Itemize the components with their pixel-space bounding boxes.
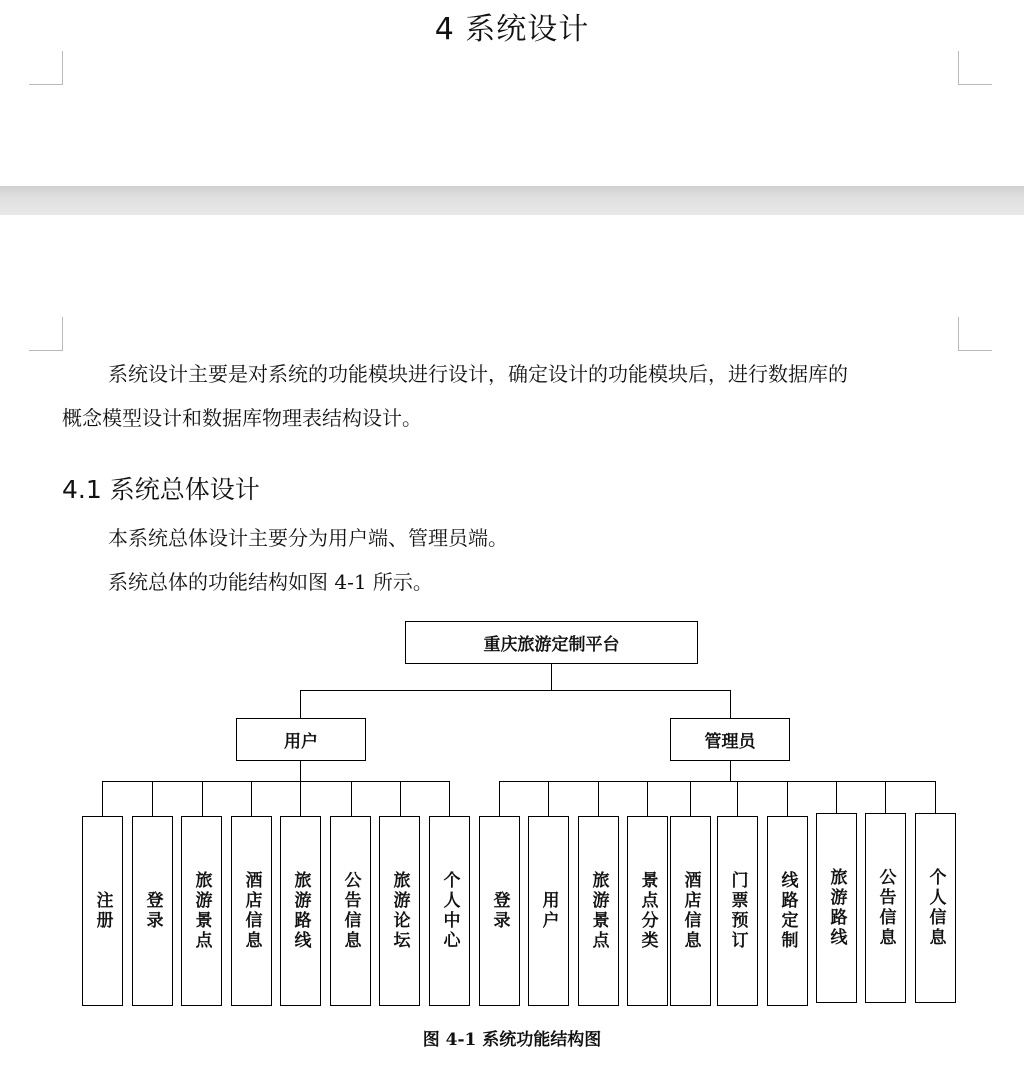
- section-heading: 4.1 系统总体设计: [62, 475, 260, 504]
- admin-module-users: 用户: [528, 816, 569, 1006]
- page-corner-mark: [29, 51, 63, 85]
- page-corner-mark: [958, 317, 992, 351]
- connector-line: [737, 781, 738, 816]
- connector-line: [102, 781, 450, 782]
- user-module-announcements: 公告信息: [330, 816, 371, 1006]
- connector-line: [102, 781, 103, 816]
- connector-line: [499, 781, 936, 782]
- admin-node: 管理员: [670, 718, 790, 761]
- connector-line: [935, 781, 936, 813]
- user-module-register: 注册: [82, 816, 123, 1006]
- user-module-login: 登录: [132, 816, 173, 1006]
- admin-module-ticket-booking: 门票预订: [717, 816, 758, 1006]
- admin-module-personal-info: 个人信息: [915, 813, 956, 1003]
- user-module-forum: 旅游论坛: [379, 816, 420, 1006]
- connector-line: [449, 781, 450, 816]
- admin-module-hotel-info: 酒店信息: [670, 816, 711, 1006]
- connector-line: [351, 781, 352, 816]
- page-separator: [0, 186, 1024, 215]
- admin-module-route-customization: 线路定制: [767, 816, 808, 1006]
- admin-module-announcements: 公告信息: [865, 813, 906, 1003]
- connector-line: [499, 781, 500, 816]
- connector-line: [647, 781, 648, 816]
- connector-line: [202, 781, 203, 816]
- connector-line: [251, 781, 252, 816]
- user-module-personal-center: 个人中心: [429, 816, 470, 1006]
- admin-module-scenic-spots: 旅游景点: [578, 816, 619, 1006]
- connector-line: [730, 761, 731, 782]
- connector-line: [787, 781, 788, 816]
- connector-line: [836, 781, 837, 813]
- root-node: 重庆旅游定制平台: [405, 621, 698, 664]
- admin-module-login: 登录: [479, 816, 520, 1006]
- page-corner-mark: [958, 51, 992, 85]
- section-paragraph-2: 系统总体的功能结构如图 4-1 所示。: [108, 570, 433, 594]
- connector-line: [300, 690, 301, 718]
- connector-line: [730, 690, 731, 718]
- intro-line-1: 系统设计主要是对系统的功能模块进行设计，确定设计的功能模块后，进行数据库的: [108, 362, 848, 386]
- user-node: 用户: [236, 718, 366, 761]
- connector-line: [690, 781, 691, 816]
- connector-line: [400, 781, 401, 816]
- user-module-hotel-info: 酒店信息: [231, 816, 272, 1006]
- user-module-scenic-spots: 旅游景点: [181, 816, 222, 1006]
- connector-line: [548, 781, 549, 816]
- chapter-title: 4 系统设计: [434, 12, 590, 47]
- connector-line: [551, 664, 552, 691]
- admin-module-spot-categories: 景点分类: [627, 816, 668, 1006]
- connector-line: [885, 781, 886, 813]
- connector-line: [598, 781, 599, 816]
- connector-line: [152, 781, 153, 816]
- intro-line-2: 概念模型设计和数据库物理表结构设计。: [62, 406, 422, 430]
- section-paragraph-1: 本系统总体设计主要分为用户端、管理员端。: [108, 526, 508, 550]
- connector-line: [300, 690, 731, 691]
- page-corner-mark: [29, 317, 63, 351]
- connector-line: [300, 781, 301, 816]
- connector-line: [300, 761, 301, 782]
- user-module-travel-routes: 旅游路线: [280, 816, 321, 1006]
- figure-caption: 图 4-1 系统功能结构图: [422, 1030, 602, 1050]
- admin-module-travel-routes: 旅游路线: [816, 813, 857, 1003]
